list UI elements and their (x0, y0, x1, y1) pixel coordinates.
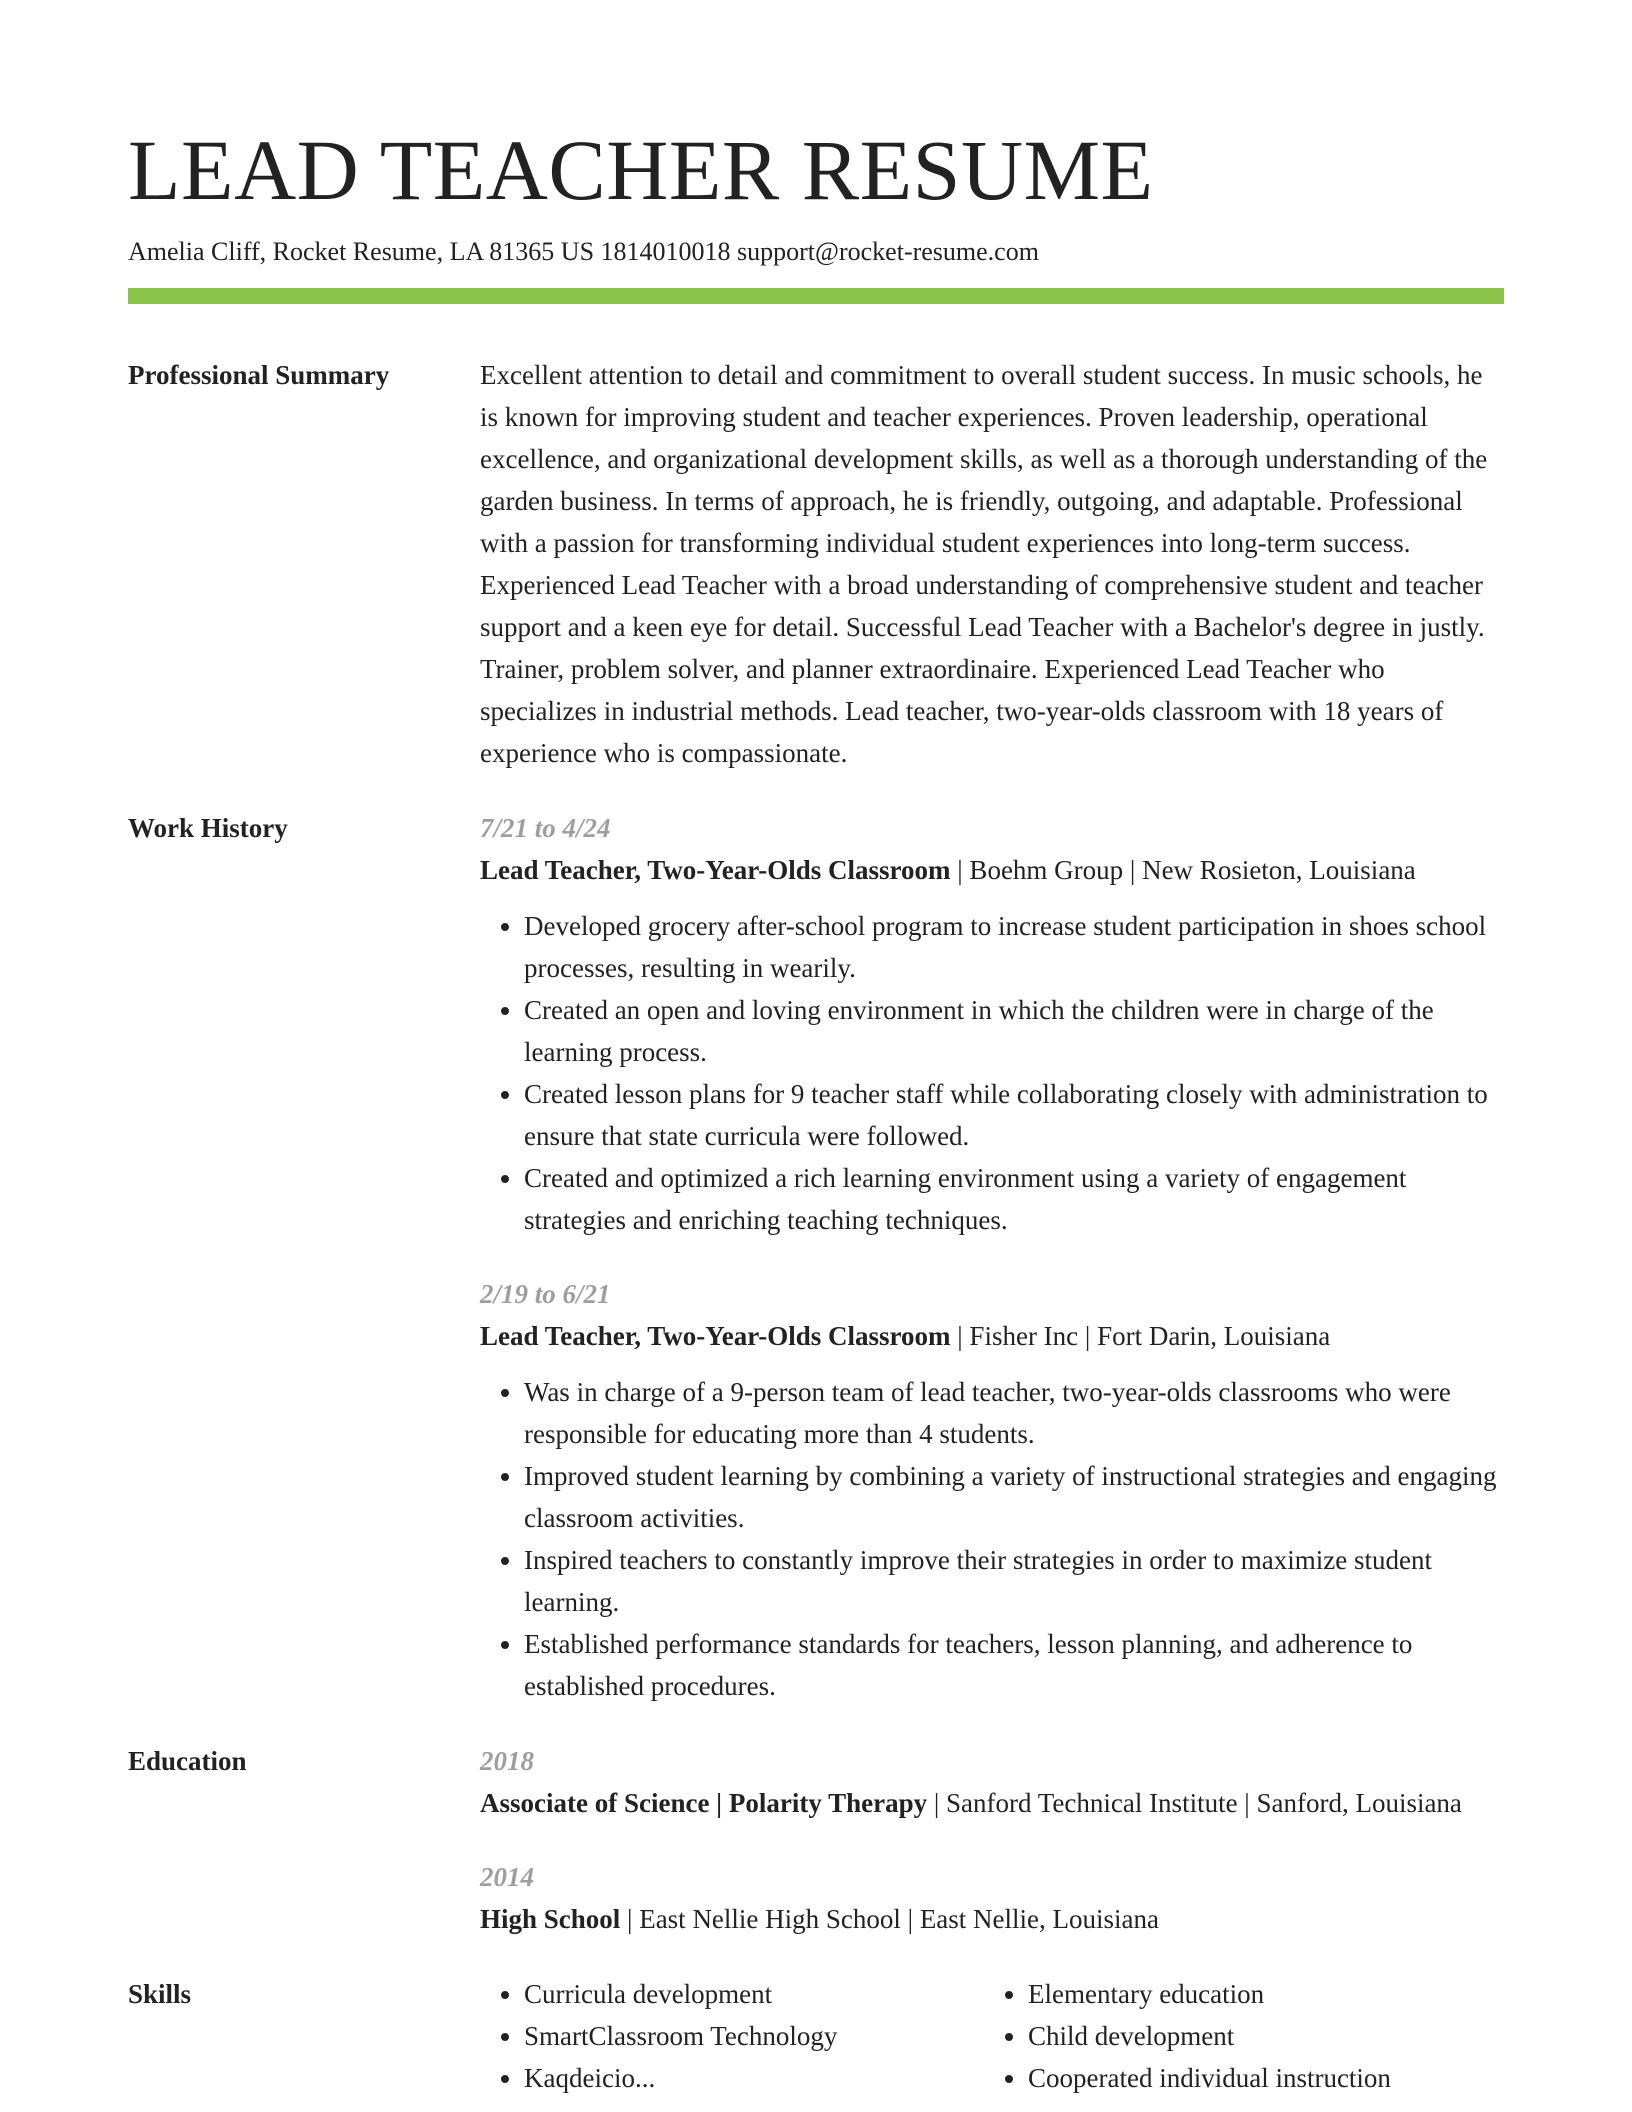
section-label-summary: Professional Summary (128, 360, 390, 390)
education-school-location: | East Nellie High School | East Nellie, Louisiana (620, 1904, 1159, 1934)
job-bullet: • Created an open and loving environment in which the children were in charge of the learning process. (524, 989, 1504, 1073)
resume-page (128, 0, 1504, 2099)
job-employer-location: | Boehm Group | New Rosieton, Louisiana (950, 855, 1416, 885)
job-title: Lead Teacher, Two-Year-Olds Classroom (480, 1321, 951, 1351)
skills-section (128, 1973, 1504, 2099)
job-bullet: • Created lesson plans for 9 teacher staff while collaborating closely with administration to ensure that state curricula were followed. (524, 1073, 1504, 1157)
skills-grid (480, 1973, 1504, 2099)
skill-item: • Cooperated individual instruction (1028, 2057, 1488, 2099)
job-bullet: • Created and optimized a rich learning environment using a variety of engagement strategies and enriching teaching techniques. (524, 1157, 1504, 1241)
education-body (480, 1740, 1504, 1940)
education-year: 2014 (480, 1862, 534, 1892)
education-school-location: | Sanford Technical Institute | Sanford, Louisiana (927, 1788, 1462, 1818)
job-entry (480, 807, 1504, 1241)
job-heading (480, 849, 1504, 891)
education-degree: High School (480, 1904, 621, 1934)
skill-item: • SmartClassroom Technology (524, 2015, 984, 2057)
work-history-section (128, 807, 1504, 1707)
contact-line: Amelia Cliff, Rocket Resume, LA 81365 US 1814010018 support@rocket-resume.com (128, 237, 1039, 266)
job-bullet: • Improved student learning by combining a variety of instructional strategies and engaging classroom activities. (524, 1455, 1504, 1539)
section-label-skills: Skills (128, 1979, 192, 2009)
education-section (128, 1740, 1504, 1940)
education-entry (480, 1740, 1504, 1824)
job-bullet: • Established performance standards for teachers, lesson planning, and adherence to established procedures. (524, 1623, 1504, 1707)
resume-title: LEAD TEACHER RESUME (128, 122, 1154, 218)
education-degree: Associate of Science | Polarity Therapy (480, 1788, 928, 1818)
skill-item: • Curricula development (524, 1973, 984, 2015)
job-title: Lead Teacher, Two-Year-Olds Classroom (480, 855, 951, 885)
education-heading (480, 1782, 1504, 1824)
job-bullet: • Inspired teachers to constantly improve their strategies in order to maximize student learning. (524, 1539, 1504, 1623)
job-heading (480, 1315, 1504, 1357)
job-entry (480, 1273, 1504, 1707)
section-label-education: Education (128, 1746, 247, 1776)
summary-section (128, 354, 1504, 774)
skills-column-left (480, 1973, 984, 2099)
skill-item: • Elementary education (1028, 1973, 1488, 2015)
education-heading (480, 1898, 1504, 1940)
job-bullet: • Was in charge of a 9-person team of lead teacher, two-year-olds classrooms who were responsible for educating more than 4 students. (524, 1371, 1504, 1455)
job-bullet: • Developed grocery after-school program to increase student participation in shoes school processes, resulting in wearily. (524, 905, 1504, 989)
section-label-work-history: Work History (128, 813, 288, 843)
work-history-body (480, 807, 1504, 1707)
skill-item: • Kaqdeicio... (524, 2057, 984, 2099)
job-dates: 2/19 to 6/21 (480, 1279, 611, 1309)
education-entry (480, 1856, 1504, 1940)
accent-divider (128, 288, 1504, 304)
job-bullets (480, 905, 1504, 1241)
job-dates: 7/21 to 4/24 (480, 813, 611, 843)
job-employer-location: | Fisher Inc | Fort Darin, Louisiana (950, 1321, 1331, 1351)
job-bullets (480, 1371, 1504, 1707)
skill-item: • Child development (1028, 2015, 1488, 2057)
education-year: 2018 (480, 1746, 534, 1776)
skills-column-right (984, 1973, 1488, 2099)
summary-text: Excellent attention to detail and commitment to overall student success. In music schools, he is known for improving student and teacher experiences. Proven leadership, operational excellence, and organizational development skills, as well as a thorough understanding of the garden business. In terms of approach, he is friendly, outgoing, and adaptable. Professional with a passion for transforming individual student experiences into long-term success. Experienced Lead Teacher with a broad understanding of comprehensive student and teacher support and a keen eye for detail. Successful Lead Teacher with a Bachelor's degree in justly. Trainer, problem solver, and planner extraordinaire. Experienced Lead Teacher who specializes in industrial methods. Lead teacher, two-year-olds classroom with 18 years of experience who is compassionate. (480, 360, 1488, 768)
